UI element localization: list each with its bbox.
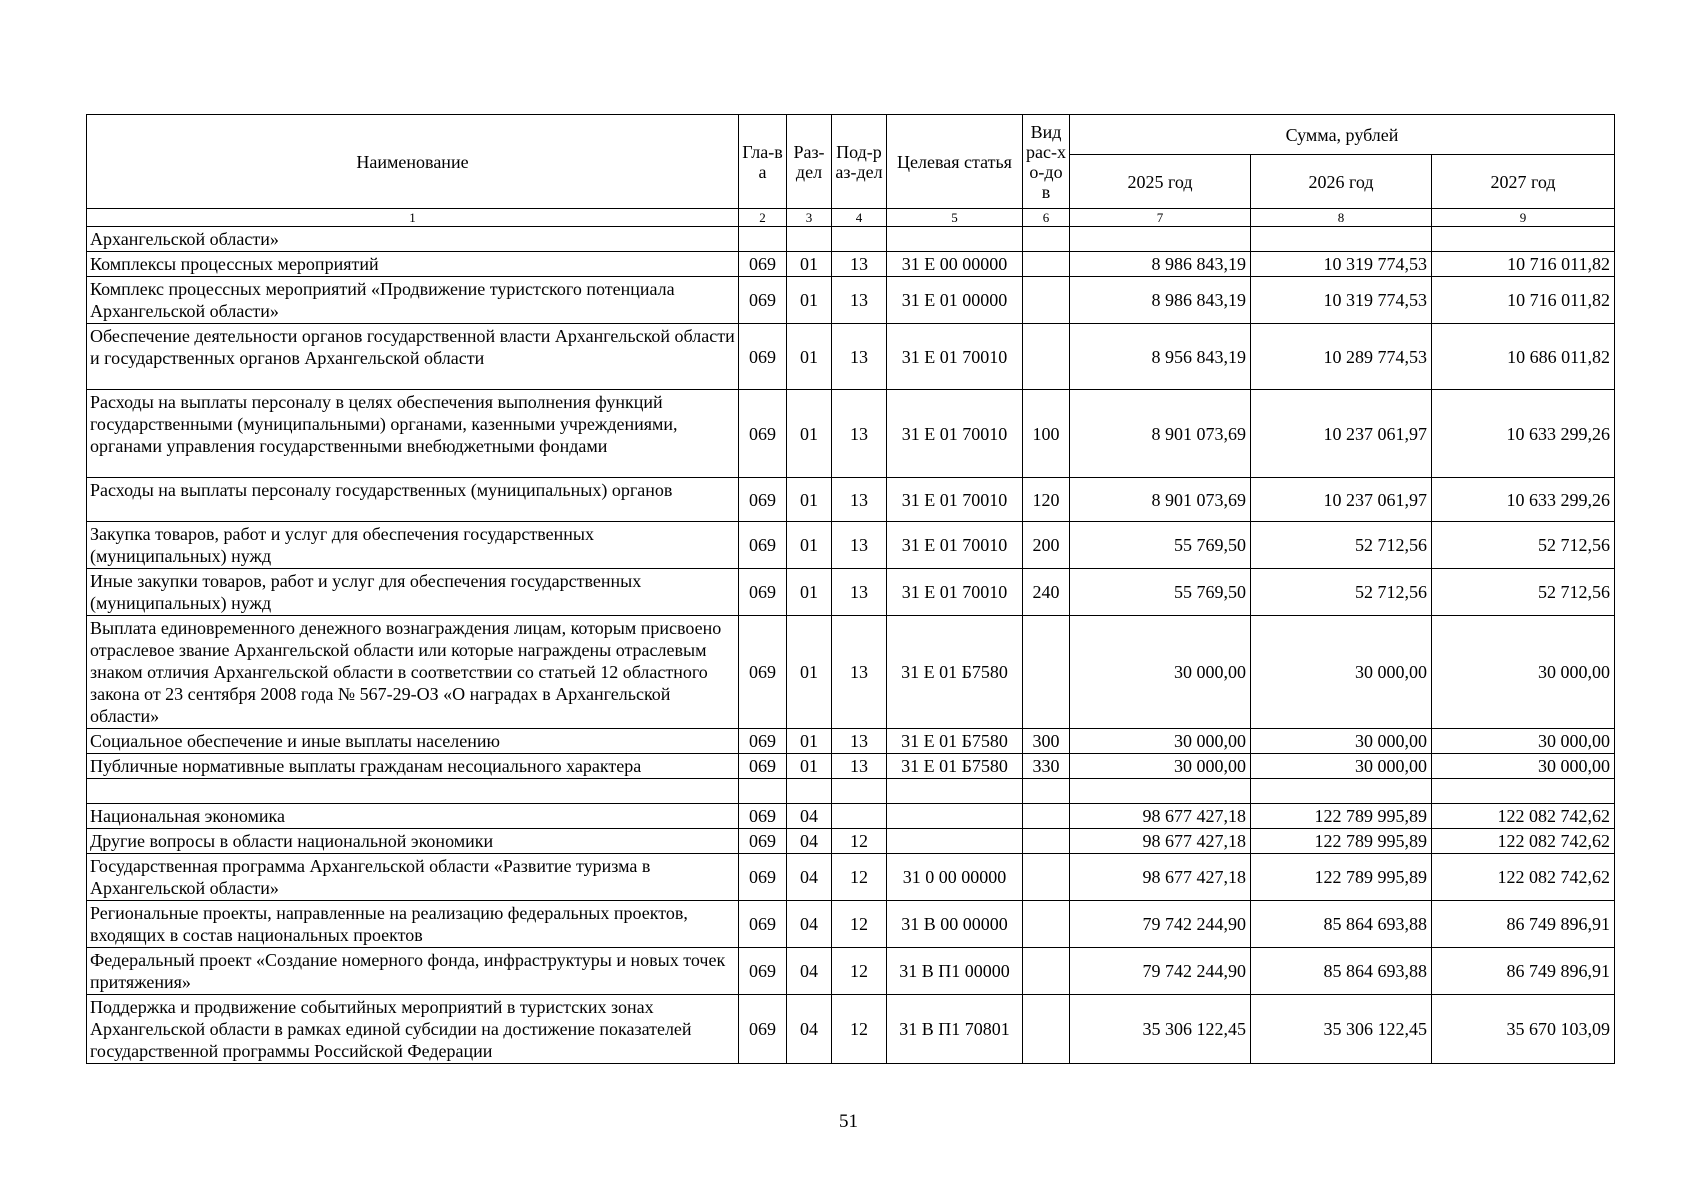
row-target-article: 31 Е 01 Б7580 (887, 729, 1023, 754)
row-sum-2026: 35 306 122,45 (1251, 995, 1432, 1064)
column-number: 5 (887, 209, 1023, 227)
row-subsection: 13 (832, 390, 887, 478)
budget-table (86, 114, 1615, 1064)
row-sum-2025: 98 677 427,18 (1070, 854, 1251, 901)
column-number: 4 (832, 209, 887, 227)
row-sum-2027: 86 749 896,91 (1432, 948, 1615, 995)
row-sum-2025 (1070, 779, 1251, 804)
row-chapter: 069 (739, 754, 787, 779)
row-sum-2027: 122 082 742,62 (1432, 804, 1615, 829)
row-sum-2027: 10 716 011,82 (1432, 277, 1615, 324)
table-row (87, 948, 1615, 995)
column-number: 8 (1251, 209, 1432, 227)
row-sum-2025: 30 000,00 (1070, 754, 1251, 779)
row-sum-2025: 55 769,50 (1070, 522, 1251, 569)
row-chapter: 069 (739, 901, 787, 948)
row-sum-2026: 52 712,56 (1251, 569, 1432, 616)
row-target-article: 31 Е 01 00000 (887, 277, 1023, 324)
row-expense-type (1023, 995, 1070, 1064)
header-subsection: Под-раз-дел (832, 115, 887, 209)
row-chapter: 069 (739, 948, 787, 995)
row-subsection: 12 (832, 948, 887, 995)
row-sum-2025: 35 306 122,45 (1070, 995, 1251, 1064)
row-section: 01 (787, 729, 832, 754)
header-target-article: Целевая статья (887, 115, 1023, 209)
row-name: Обеспечение деятельности органов государственной власти Архангельской области и государственных органов Архангельской области (87, 324, 739, 390)
row-name: Поддержка и продвижение событийных мероприятий в туристских зонах Архангельской области в рамках единой субсидии на достижение показателей государственной программы Российской Федерации (87, 995, 739, 1064)
row-subsection: 13 (832, 252, 887, 277)
row-sum-2026: 30 000,00 (1251, 729, 1432, 754)
column-number: 9 (1432, 209, 1615, 227)
row-chapter: 069 (739, 390, 787, 478)
row-chapter: 069 (739, 277, 787, 324)
row-expense-type (1023, 829, 1070, 854)
table-row (87, 995, 1615, 1064)
row-sum-2025: 98 677 427,18 (1070, 829, 1251, 854)
row-name: Расходы на выплаты персоналу в целях обеспечения выполнения функций государственными (муниципальными) органами, казенными учреждениями, органами управления государственными внебюджетными фондами (87, 390, 739, 478)
row-subsection: 12 (832, 995, 887, 1064)
row-name: Расходы на выплаты персоналу государственных (муниципальных) органов (87, 478, 739, 522)
row-section: 04 (787, 854, 832, 901)
row-name: Национальная экономика (87, 804, 739, 829)
row-section: 01 (787, 324, 832, 390)
row-sum-2026: 30 000,00 (1251, 616, 1432, 729)
table-row (87, 390, 1615, 478)
row-subsection: 12 (832, 901, 887, 948)
row-expense-type: 300 (1023, 729, 1070, 754)
header-name: Наименование (87, 115, 739, 209)
row-sum-2027: 35 670 103,09 (1432, 995, 1615, 1064)
table-row (87, 901, 1615, 948)
row-target-article: 31 0 00 00000 (887, 854, 1023, 901)
row-sum-2025: 79 742 244,90 (1070, 901, 1251, 948)
row-subsection: 13 (832, 478, 887, 522)
row-subsection: 13 (832, 522, 887, 569)
row-sum-2027 (1432, 779, 1615, 804)
table-row (87, 616, 1615, 729)
header-expense-type: Вид рас-хо-дов (1023, 115, 1070, 209)
row-sum-2026: 85 864 693,88 (1251, 948, 1432, 995)
row-section: 04 (787, 901, 832, 948)
header-section: Раз-дел (787, 115, 832, 209)
row-expense-type (1023, 779, 1070, 804)
row-name: Комплекс процессных мероприятий «Продвижение туристского потенциала Архангельской области» (87, 277, 739, 324)
row-chapter: 069 (739, 616, 787, 729)
row-subsection: 13 (832, 569, 887, 616)
row-name (87, 779, 739, 804)
row-sum-2025: 8 956 843,19 (1070, 324, 1251, 390)
column-number-row (87, 209, 1615, 227)
row-name: Другие вопросы в области национальной экономики (87, 829, 739, 854)
row-chapter: 069 (739, 829, 787, 854)
row-sum-2025: 55 769,50 (1070, 569, 1251, 616)
row-sum-2026: 52 712,56 (1251, 522, 1432, 569)
row-sum-2025: 79 742 244,90 (1070, 948, 1251, 995)
row-sum-2026: 85 864 693,88 (1251, 901, 1432, 948)
row-name: Социальное обеспечение и иные выплаты населению (87, 729, 739, 754)
row-sum-2025: 30 000,00 (1070, 616, 1251, 729)
row-chapter: 069 (739, 252, 787, 277)
row-chapter: 069 (739, 995, 787, 1064)
row-expense-type (1023, 804, 1070, 829)
row-expense-type (1023, 854, 1070, 901)
row-target-article: 31 Е 01 Б7580 (887, 616, 1023, 729)
row-name: Государственная программа Архангельской области «Развитие туризма в Архангельской области» (87, 854, 739, 901)
row-sum-2026: 10 237 061,97 (1251, 478, 1432, 522)
row-sum-2025: 8 986 843,19 (1070, 277, 1251, 324)
row-target-article: 31 Е 01 70010 (887, 569, 1023, 616)
row-target-article (887, 804, 1023, 829)
row-section: 01 (787, 569, 832, 616)
row-sum-2025 (1070, 227, 1251, 252)
row-section: 01 (787, 277, 832, 324)
row-sum-2027: 10 633 299,26 (1432, 390, 1615, 478)
row-sum-2025: 98 677 427,18 (1070, 804, 1251, 829)
row-expense-type (1023, 277, 1070, 324)
table-row (87, 277, 1615, 324)
row-subsection: 12 (832, 854, 887, 901)
row-name: Публичные нормативные выплаты гражданам несоциального характера (87, 754, 739, 779)
table-row (87, 252, 1615, 277)
row-subsection: 13 (832, 277, 887, 324)
row-subsection: 13 (832, 729, 887, 754)
header-sum-group: Сумма, рублей (1070, 115, 1615, 155)
row-expense-type: 120 (1023, 478, 1070, 522)
row-target-article (887, 779, 1023, 804)
row-expense-type (1023, 948, 1070, 995)
row-expense-type (1023, 901, 1070, 948)
row-section: 04 (787, 804, 832, 829)
row-sum-2026: 122 789 995,89 (1251, 854, 1432, 901)
row-target-article: 31 Е 00 00000 (887, 252, 1023, 277)
row-sum-2027: 52 712,56 (1432, 522, 1615, 569)
row-section: 04 (787, 995, 832, 1064)
row-name: Федеральный проект «Создание номерного фонда, инфраструктуры и новых точек притяжения» (87, 948, 739, 995)
row-sum-2027: 30 000,00 (1432, 754, 1615, 779)
table-row (87, 569, 1615, 616)
header-year-2027: 2027 год (1432, 155, 1615, 209)
table-row (87, 729, 1615, 754)
row-expense-type (1023, 227, 1070, 252)
row-target-article (887, 227, 1023, 252)
row-name: Архангельской области» (87, 227, 739, 252)
row-section: 01 (787, 390, 832, 478)
row-subsection: 13 (832, 324, 887, 390)
row-subsection (832, 779, 887, 804)
row-target-article: 31 Е 01 70010 (887, 324, 1023, 390)
header-year-2025: 2025 год (1070, 155, 1251, 209)
row-subsection: 13 (832, 754, 887, 779)
row-target-article: 31 Е 01 Б7580 (887, 754, 1023, 779)
row-chapter (739, 779, 787, 804)
row-subsection: 12 (832, 829, 887, 854)
row-target-article: 31 В 00 00000 (887, 901, 1023, 948)
table-body (87, 227, 1615, 1064)
row-sum-2026: 10 319 774,53 (1251, 277, 1432, 324)
row-chapter: 069 (739, 478, 787, 522)
row-sum-2026: 10 289 774,53 (1251, 324, 1432, 390)
row-subsection (832, 804, 887, 829)
row-section (787, 227, 832, 252)
row-sum-2026: 10 237 061,97 (1251, 390, 1432, 478)
table-row (87, 478, 1615, 522)
row-chapter (739, 227, 787, 252)
row-sum-2027: 86 749 896,91 (1432, 901, 1615, 948)
column-number: 3 (787, 209, 832, 227)
row-chapter: 069 (739, 804, 787, 829)
row-name: Закупка товаров, работ и услуг для обеспечения государственных (муниципальных) нужд (87, 522, 739, 569)
table-row (87, 522, 1615, 569)
row-sum-2025: 8 986 843,19 (1070, 252, 1251, 277)
row-expense-type: 330 (1023, 754, 1070, 779)
row-section (787, 779, 832, 804)
row-sum-2026: 122 789 995,89 (1251, 804, 1432, 829)
row-sum-2025: 8 901 073,69 (1070, 390, 1251, 478)
row-name: Выплата единовременного денежного вознаграждения лицам, которым присвоено отраслевое звание Архангельской области или которые награждены отраслевым знаком отличия Архангельской области в соответствии со статьей 12 областного закона от 23 сентября 2008 года № 567-29-ОЗ «О наградах в Архангельской области» (87, 616, 739, 729)
row-sum-2027: 10 633 299,26 (1432, 478, 1615, 522)
row-section: 01 (787, 478, 832, 522)
row-sum-2026 (1251, 779, 1432, 804)
row-target-article: 31 В П1 00000 (887, 948, 1023, 995)
row-sum-2027: 10 686 011,82 (1432, 324, 1615, 390)
row-sum-2027: 10 716 011,82 (1432, 252, 1615, 277)
row-name: Региональные проекты, направленные на реализацию федеральных проектов, входящих в состав национальных проектов (87, 901, 739, 948)
table-header (87, 115, 1615, 227)
row-sum-2027: 52 712,56 (1432, 569, 1615, 616)
row-subsection (832, 227, 887, 252)
row-sum-2027: 30 000,00 (1432, 616, 1615, 729)
row-section: 01 (787, 616, 832, 729)
page-number: 51 (839, 1111, 858, 1132)
row-sum-2027: 122 082 742,62 (1432, 854, 1615, 901)
row-target-article: 31 Е 01 70010 (887, 390, 1023, 478)
row-chapter: 069 (739, 522, 787, 569)
row-sum-2025: 8 901 073,69 (1070, 478, 1251, 522)
row-sum-2026 (1251, 227, 1432, 252)
table-row (87, 754, 1615, 779)
row-sum-2026: 10 319 774,53 (1251, 252, 1432, 277)
row-section: 04 (787, 829, 832, 854)
row-target-article: 31 Е 01 70010 (887, 522, 1023, 569)
row-target-article: 31 В П1 70801 (887, 995, 1023, 1064)
row-chapter: 069 (739, 854, 787, 901)
row-section: 01 (787, 522, 832, 569)
row-subsection: 13 (832, 616, 887, 729)
row-target-article (887, 829, 1023, 854)
row-expense-type (1023, 252, 1070, 277)
row-expense-type: 100 (1023, 390, 1070, 478)
column-number: 1 (87, 209, 739, 227)
row-section: 01 (787, 754, 832, 779)
row-expense-type: 240 (1023, 569, 1070, 616)
column-number: 6 (1023, 209, 1070, 227)
table-row (87, 324, 1615, 390)
row-sum-2027: 30 000,00 (1432, 729, 1615, 754)
table-row (87, 829, 1615, 854)
table-row (87, 779, 1615, 804)
row-sum-2027 (1432, 227, 1615, 252)
row-expense-type (1023, 616, 1070, 729)
row-sum-2027: 122 082 742,62 (1432, 829, 1615, 854)
row-expense-type: 200 (1023, 522, 1070, 569)
row-section: 01 (787, 252, 832, 277)
row-section: 04 (787, 948, 832, 995)
table-row (87, 804, 1615, 829)
row-sum-2026: 122 789 995,89 (1251, 829, 1432, 854)
row-sum-2025: 30 000,00 (1070, 729, 1251, 754)
row-sum-2026: 30 000,00 (1251, 754, 1432, 779)
table-row (87, 854, 1615, 901)
row-target-article: 31 Е 01 70010 (887, 478, 1023, 522)
row-name: Комплексы процессных мероприятий (87, 252, 739, 277)
header-chapter: Гла-ва (739, 115, 787, 209)
header-year-2026: 2026 год (1251, 155, 1432, 209)
column-number: 2 (739, 209, 787, 227)
row-chapter: 069 (739, 569, 787, 616)
table-row (87, 227, 1615, 252)
row-chapter: 069 (739, 729, 787, 754)
row-name: Иные закупки товаров, работ и услуг для обеспечения государственных (муниципальных) нужд (87, 569, 739, 616)
row-expense-type (1023, 324, 1070, 390)
column-number: 7 (1070, 209, 1251, 227)
row-chapter: 069 (739, 324, 787, 390)
